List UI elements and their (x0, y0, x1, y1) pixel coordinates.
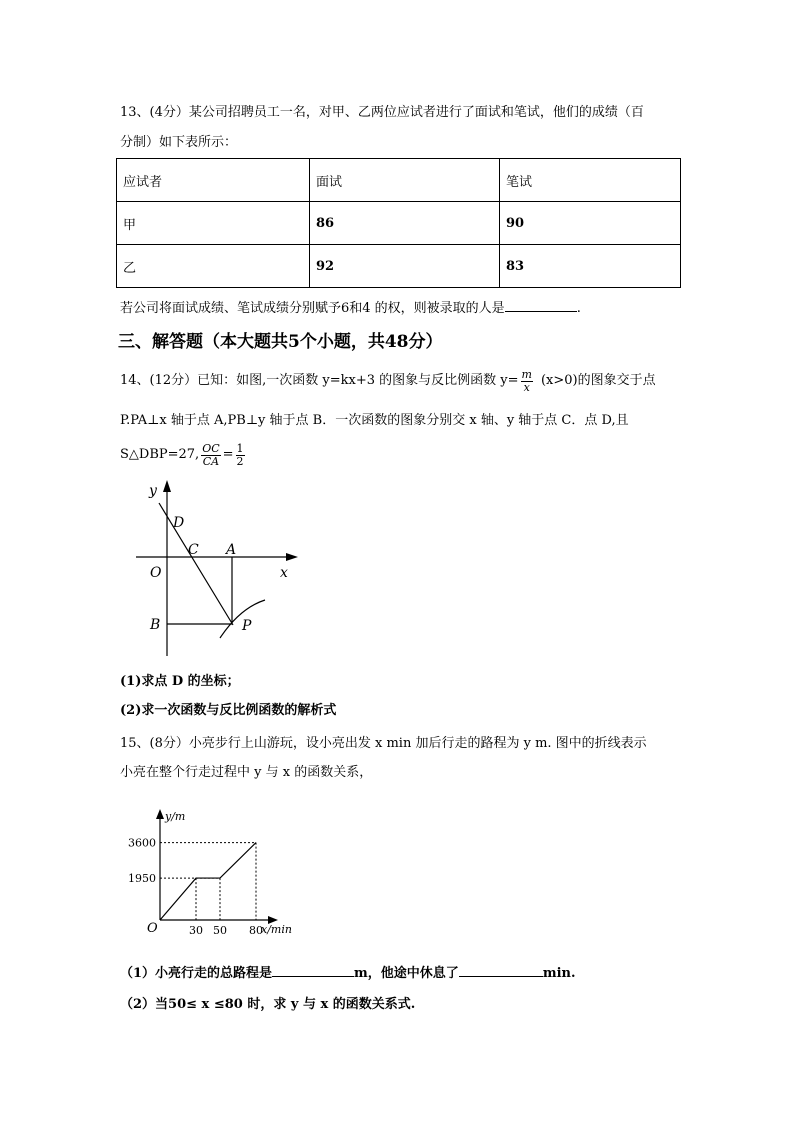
q14-sub1: (1)求点 D 的坐标； (120, 674, 240, 689)
chart-xlabel: x/min (261, 923, 292, 936)
fraction-m-over-x (521, 369, 533, 394)
chart-origin-label: O (147, 921, 158, 936)
frac-numerator: 1 (236, 441, 244, 455)
cell-applicant: 甲 (117, 202, 310, 245)
label-x: x (280, 565, 288, 581)
cell-written: 83 (500, 245, 681, 288)
fraction-one-half (236, 443, 245, 468)
frac-denominator: x (523, 380, 530, 394)
q14-line1-post: (x>0)的图象交于点 (540, 373, 656, 388)
header-written: 笔试 (500, 159, 681, 202)
q15-sub1-a: （1）小亮行走的总路程是 (120, 966, 273, 981)
table-row (117, 245, 681, 288)
chart-x-tick-label: 80 (249, 924, 263, 937)
table-header-row (117, 159, 681, 202)
q15-sub1 (120, 963, 575, 983)
q13-line1: 13、(4分）某公司招聘员工一名，对甲、乙两位应试者进行了面试和笔试，他们的成绩（百 (120, 105, 644, 120)
frac-numerator: m (521, 367, 532, 381)
answer-blank-rest (459, 963, 543, 977)
chart-y-arrow-icon (156, 809, 164, 819)
q14-figure (130, 478, 305, 660)
answer-blank-distance (272, 963, 354, 977)
chart-y-tick-label: 3600 (128, 836, 156, 850)
cell-applicant: 乙 (117, 245, 310, 288)
q14-line3-pre: S△DBP=27, (120, 447, 200, 462)
q13-after-text (120, 298, 581, 318)
chart-x-tick-label: 30 (189, 924, 203, 937)
answer-blank (505, 298, 577, 312)
frac-numerator: OC (202, 441, 220, 455)
q14-line3 (120, 440, 247, 470)
q14-line2: P.PA⊥x 轴于点 A,PB⊥y 轴于点 B．一次函数的图象分别交 x 轴、y 轴于点 C．点 D,且 (120, 413, 629, 428)
label-d: D (173, 515, 185, 531)
scores-table (116, 158, 681, 288)
chart-series-line (160, 843, 256, 920)
table-row (117, 202, 681, 245)
q15-line2: 小亮在整个行走过程中 y 与 x 的函数关系， (120, 765, 373, 780)
q15-sub1-b: m，他途中休息了 (354, 966, 459, 981)
header-applicant: 应试者 (117, 159, 310, 202)
label-o: O (150, 565, 162, 581)
chart-x-tick-label: 50 (213, 924, 227, 937)
linear-function-line (159, 503, 233, 625)
header-interview: 面试 (310, 159, 500, 202)
q15-sub1-c: min. (542, 966, 576, 981)
q14-line1 (120, 366, 656, 396)
label-p: P (242, 618, 252, 634)
q15-sub2: （2）当50≤ x ≤80 时，求 y 与 x 的函数关系式. (120, 997, 416, 1012)
q15-chart (120, 805, 310, 940)
q14-sub2: (2)求一次函数与反比例函数的解析式 (120, 703, 337, 718)
equals-sign: = (222, 447, 234, 462)
q13-question: 若公司将面试成绩、笔试成绩分别赋予6和4 的权，则被录取的人是 (120, 301, 505, 316)
chart-y-tick-label: 1950 (128, 872, 156, 886)
label-b: B (150, 617, 161, 633)
cell-interview: 92 (310, 245, 500, 288)
chart-ylabel: y/m (165, 810, 186, 823)
cell-written: 90 (500, 202, 681, 245)
q13-line2: 分制）如下表所示： (120, 135, 238, 150)
cell-interview: 86 (310, 202, 500, 245)
label-c: C (188, 542, 199, 558)
q15-line1: 15、(8分）小亮步行上山游玩，设小亮出发 x min 加后行走的路程为 y m. 图中的折线表示 (120, 736, 647, 751)
q14-line1-pre: 14、(12分）已知：如图,一次函数 y=kx+3 的图象与反比例函数 y= (120, 373, 519, 388)
x-arrow-icon (286, 553, 298, 561)
q13-period: . (576, 301, 581, 316)
frac-denominator: CA (202, 454, 220, 468)
section-title: 三、解答题（本大题共5个小题，共48分） (118, 332, 443, 352)
fraction-oc-over-ca (201, 443, 220, 468)
frac-denominator: 2 (236, 454, 244, 468)
y-arrow-icon (163, 480, 171, 492)
label-a: A (226, 542, 237, 558)
label-y: y (149, 483, 157, 499)
